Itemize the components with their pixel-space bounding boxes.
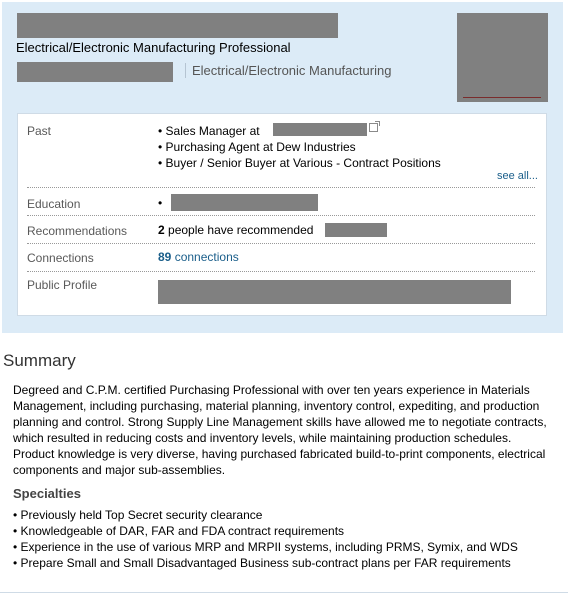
past-item-2-text: Purchasing Agent at Dew Industries xyxy=(165,140,356,154)
profile-industry: Electrical/Electronic Manufacturing xyxy=(185,63,391,78)
redacted-name xyxy=(17,13,338,38)
past-item-3: • Buyer / Senior Buyer at Various - Contract Positions xyxy=(158,156,441,170)
education-label: Education xyxy=(27,197,81,211)
redacted-recommender xyxy=(325,223,387,237)
connections-link[interactable] xyxy=(158,250,239,264)
education-bullet: • xyxy=(158,196,163,210)
summary-heading: Summary xyxy=(3,351,76,370)
section-rule xyxy=(0,592,568,593)
past-item-2: • Purchasing Agent at Dew Industries xyxy=(158,140,356,154)
recommendations-count: 2 xyxy=(158,223,165,237)
connections-text: connections xyxy=(174,250,239,264)
specialty-item: • Previously held Top Secret security clearance xyxy=(13,507,558,523)
row-divider xyxy=(27,187,535,188)
connections-count: 89 xyxy=(158,250,172,264)
redacted-location xyxy=(17,62,173,82)
row-divider xyxy=(27,215,535,216)
past-item-1-text: Sales Manager at xyxy=(165,124,260,138)
past-item-3-text: Buyer / Senior Buyer at Various - Contract Positions xyxy=(165,156,441,170)
profile-headline: Electrical/Electronic Manufacturing Professional xyxy=(16,40,291,55)
public-profile-label: Public Profile xyxy=(27,278,98,292)
redacted-education xyxy=(171,194,318,211)
redacted-company xyxy=(273,123,367,136)
past-label: Past xyxy=(27,124,52,138)
recommendations-text: people have recommended xyxy=(164,223,314,237)
specialty-item: • Knowledgeable of DAR, FAR and FDA contract requirements xyxy=(13,523,558,539)
recommendations-value xyxy=(158,223,313,237)
summary-body: Degreed and C.P.M. certified Purchasing Professional with over ten years experience in Materials Management, including purchasing, material planning, inventory control, expediting, and production planning and control. Strong Supply Line Management skills have allowed me to negotiate contracts, which resulted in reducing costs and inventory levels, while maintaining production schedules. Product knowledge is very diverse, having purchased fabricated build-to-print components, electrical components and major sub-assemblies. xyxy=(13,383,547,477)
external-link-icon[interactable] xyxy=(369,123,378,132)
specialties-heading: Specialties xyxy=(13,486,81,501)
connections-label: Connections xyxy=(27,251,94,265)
row-divider xyxy=(27,243,535,244)
specialty-item: • Experience in the use of various MRP and MRPII systems, including PRMS, Symix, and WDS xyxy=(13,539,558,555)
profile-photo xyxy=(457,13,548,102)
past-item-1: • Sales Manager at xyxy=(158,124,260,138)
recommendations-label: Recommendations xyxy=(27,224,128,238)
specialties-list xyxy=(13,507,558,571)
redacted-public-url[interactable] xyxy=(158,280,511,304)
row-divider xyxy=(27,271,535,272)
specialty-item: • Prepare Small and Small Disadvantaged Business sub-contract plans per FAR requirements xyxy=(13,555,558,571)
see-all-link[interactable]: see all... xyxy=(497,170,538,182)
